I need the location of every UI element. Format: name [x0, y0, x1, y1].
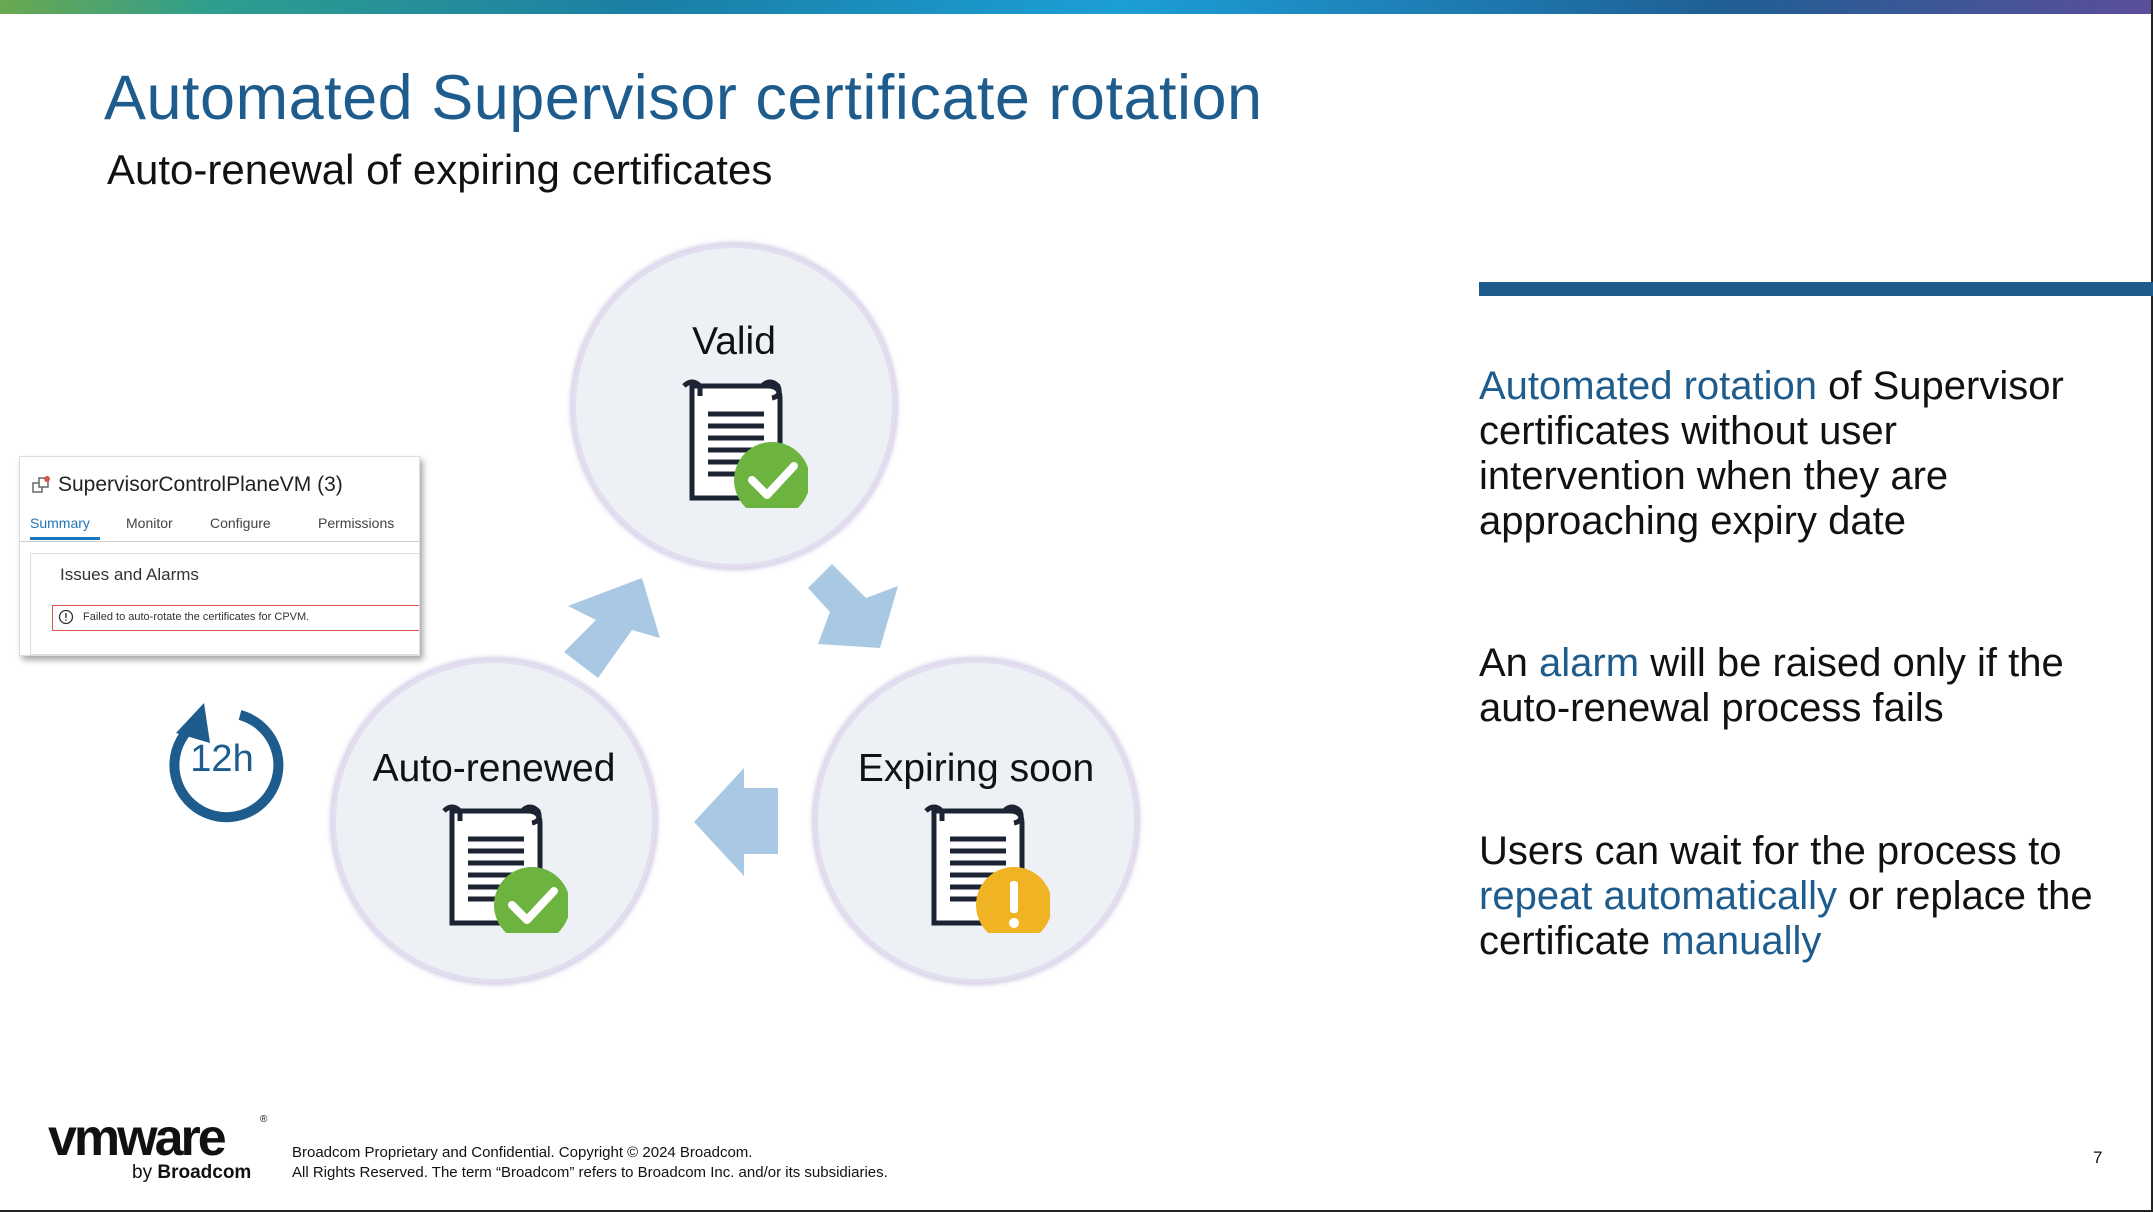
arrow-renewed-to-valid-icon — [556, 572, 668, 682]
renewed-certificate-document-icon — [438, 803, 568, 933]
bullet-text: Users can wait for the process to — [1479, 829, 2062, 873]
valid-certificate-document-icon — [678, 378, 808, 508]
bullet-alarm — [1479, 641, 2099, 731]
logo-byline — [132, 1162, 251, 1184]
bullet-text: of Supervisor certificates without user intervention when they are approaching expiry date — [1479, 364, 2064, 543]
bullet-text: or replace the certificate — [1479, 874, 2093, 963]
alarm-message: Failed to auto-rotate the certificates for CPVM. — [83, 611, 310, 623]
page-number: 7 — [2093, 1148, 2103, 1167]
tab-configure[interactable]: Configure — [210, 515, 271, 531]
bullet-highlight: alarm — [1539, 641, 1640, 685]
valid-state-circle — [572, 244, 896, 568]
vsphere-alarm-panel — [19, 456, 420, 656]
valid-state-label: Valid — [692, 320, 776, 363]
renewed-state-circle — [332, 659, 656, 983]
arrow-expiring-to-renewed-icon — [692, 766, 782, 876]
expiring-state-label: Expiring soon — [857, 747, 1095, 790]
slide-title: Automated Supervisor certificate rotation — [104, 63, 1263, 133]
bullet-highlight: Automated rotation — [1479, 364, 1817, 408]
tab-divider — [20, 541, 419, 542]
logo-registered-mark: ® — [260, 1114, 268, 1125]
issues-alarms-heading: Issues and Alarms — [60, 565, 199, 584]
timer-interval-label: 12h — [190, 738, 254, 780]
logo-by-text: by — [132, 1162, 158, 1183]
expiring-state-circle — [814, 659, 1138, 983]
top-gradient-bar — [0, 0, 2153, 14]
arrow-valid-to-expiring-icon — [800, 556, 904, 660]
tab-permissions[interactable]: Permissions — [318, 515, 395, 531]
legal-line-1: Broadcom Proprietary and Confidential. Copyright © 2024 Broadcom. — [292, 1144, 753, 1161]
legal-line-2: All Rights Reserved. The term “Broadcom” refers to Broadcom Inc. and/or its subsidiaries. — [292, 1164, 888, 1181]
expiring-certificate-document-icon — [920, 803, 1050, 933]
tab-monitor[interactable]: Monitor — [126, 515, 173, 531]
alarm-row[interactable] — [52, 605, 420, 631]
vmware-logo: vmware — [48, 1109, 224, 1167]
bullet-highlight: manually — [1661, 919, 1822, 963]
tab-summary[interactable]: Summary — [30, 515, 90, 531]
active-tab-indicator — [30, 537, 100, 540]
slide-subtitle: Auto-renewal of expiring certificates — [107, 146, 773, 193]
bullet-text: will be raised only if the auto-renewal process fails — [1479, 641, 2064, 730]
renewed-state-label: Auto-renewed — [372, 747, 616, 790]
bullet-highlight: repeat automatically — [1479, 874, 1837, 918]
logo-broadcom-text: Broadcom — [157, 1162, 252, 1183]
bullet-automated-rotation — [1479, 364, 2099, 544]
vm-title: SupervisorControlPlaneVM (3) — [58, 473, 343, 496]
vm-group-icon — [31, 475, 51, 495]
bullet-text: An — [1479, 641, 1540, 685]
alert-circle-icon — [58, 609, 74, 625]
accent-rule — [1479, 282, 2153, 296]
bullet-repeat-or-manual — [1479, 829, 2099, 964]
